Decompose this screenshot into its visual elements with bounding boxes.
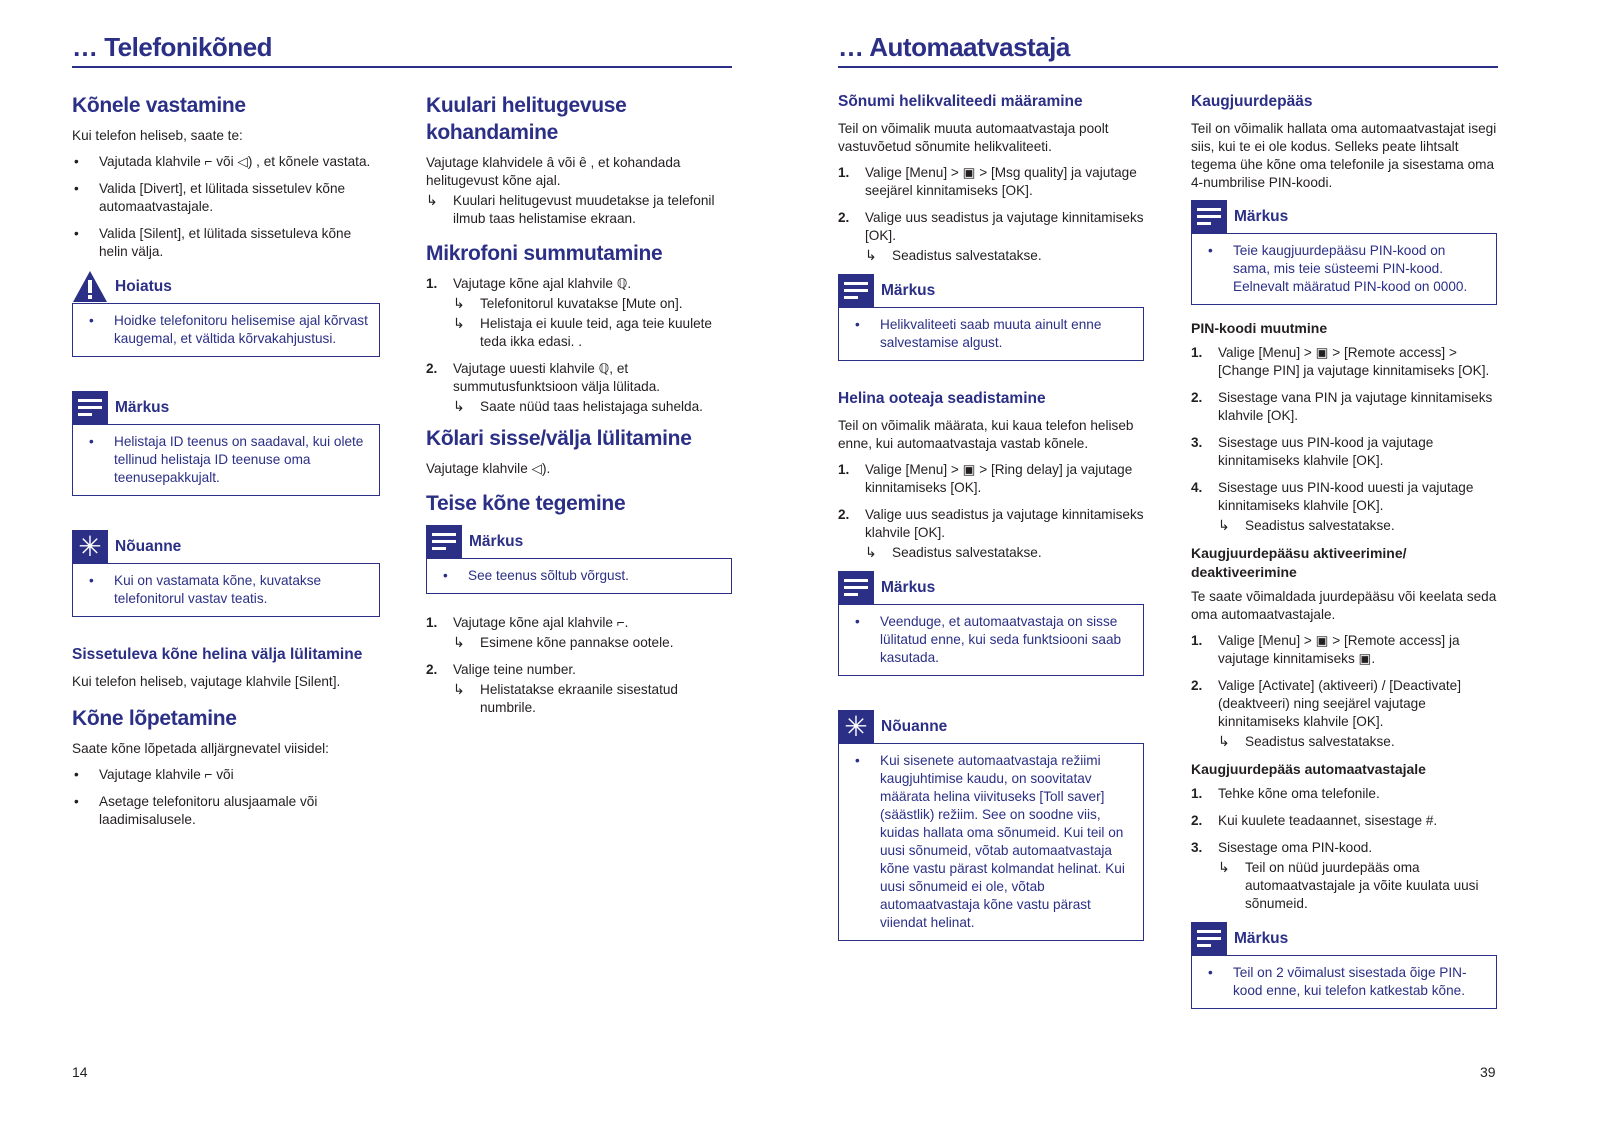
tip-asterisk-icon: ✳ bbox=[72, 530, 108, 563]
bullet-list bbox=[72, 153, 380, 261]
step-item bbox=[1191, 677, 1497, 751]
note-lines-icon bbox=[838, 274, 874, 307]
note-title: Märkus bbox=[881, 281, 936, 299]
section-heading: Kõlari sisse/välja lülitamine bbox=[426, 427, 692, 450]
list-item: • Valida [Silent], et lülitada sissetuleva kõne helin välja. bbox=[72, 225, 380, 261]
note-title: Märkus bbox=[881, 578, 936, 596]
step-text: Valige [Menu] > ▣ > [Remote access] > [Change PIN] ja vajutage kinnitamiseks [OK]. bbox=[1218, 345, 1490, 378]
step-text: Valige uus seadistus ja vajutage kinnitamiseks [OK]. bbox=[865, 210, 1144, 243]
result-arrow-icon: ↳ bbox=[453, 634, 465, 650]
note-text: • Teie kaugjuurdepääsu PIN-kood on sama, mis teie süsteemi PIN-kood. Eelnevalt määratud PIN-kood on 0000. bbox=[1206, 242, 1486, 296]
step-number: 1. bbox=[426, 276, 438, 291]
step-item bbox=[426, 275, 732, 351]
result-arrow-icon: ↳ bbox=[453, 315, 465, 331]
tip-text: • Kui on vastamata kõne, kuvatakse telefonitorul vastav teatis. bbox=[87, 572, 369, 608]
step-list bbox=[1191, 785, 1497, 913]
section-heading: Kaugjuurdepääs automaatvastajale bbox=[1191, 761, 1426, 777]
paragraph: Vajutage klahvile ◁). bbox=[426, 461, 551, 476]
paragraph: Saate kõne lõpetada alljärgnevatel viisidel: bbox=[72, 741, 329, 756]
section-heading: Helina ooteaja seadistamine bbox=[838, 390, 1046, 407]
note-text: • Helikvaliteeti saab muuta ainult enne salvestamise algust. bbox=[853, 316, 1133, 352]
result-line bbox=[1218, 733, 1497, 751]
warning-box bbox=[72, 270, 380, 357]
paragraph: Teil on võimalik hallata oma automaatvastajat isegi siis, kui te ei ole kodus. Selleks peate lihtsalt tegema ühe kõne oma telefonile ja sisestama oma 4-numbrilise PIN-koodi. bbox=[1191, 121, 1497, 190]
step-number: 2. bbox=[1191, 813, 1203, 828]
note-box bbox=[838, 274, 1144, 361]
result-arrow-icon: ↳ bbox=[453, 398, 465, 414]
step-text: Sisestage uus PIN-kood ja vajutage kinnitamiseks klahvile [OK]. bbox=[1218, 435, 1434, 468]
step-number: 1. bbox=[1191, 345, 1203, 360]
section-heading: Kaugjuurdepääs bbox=[1191, 93, 1313, 110]
step-item bbox=[1191, 785, 1497, 803]
result-text: Helistatakse ekraanile sisestatud numbrile. bbox=[480, 682, 678, 715]
page-number-right: 39 bbox=[1480, 1064, 1496, 1080]
step-item bbox=[1191, 812, 1497, 830]
result-line bbox=[453, 681, 732, 717]
note-box bbox=[426, 525, 732, 594]
step-item bbox=[838, 506, 1144, 562]
step-number: 2. bbox=[838, 507, 850, 522]
result-line bbox=[865, 247, 1144, 265]
step-text: Sisestage oma PIN-kood. bbox=[1218, 840, 1373, 855]
result-text: Teil on nüüd juurdepääs oma automaatvastajale ja võite kuulata uusi sõnumeid. bbox=[1245, 860, 1479, 911]
step-text: Valige [Menu] > ▣ > [Remote access] ja vajutage kinnitamiseks ▣. bbox=[1218, 633, 1460, 666]
step-text: Sisestage uus PIN-kood uuesti ja vajutage kinnitamiseks klahvile [OK]. bbox=[1218, 480, 1474, 513]
left-page-title: … Telefonikõned bbox=[72, 30, 732, 68]
note-text: • Helistaja ID teenus on saadaval, kui olete tellinud helistaja ID teenuse oma teenusepakkujalt. bbox=[87, 433, 369, 487]
column-2 bbox=[426, 92, 732, 726]
warning-text: • Hoidke telefonitoru helisemise ajal kõrvast kaugemal, et vältida kõrvakahjustusi. bbox=[87, 312, 369, 348]
step-text: Vajutage kõne ajal klahvile ⌐. bbox=[453, 615, 629, 630]
list-item: • Vajutage klahvile ⌐ või bbox=[72, 766, 380, 784]
step-item bbox=[1191, 434, 1497, 470]
step-item bbox=[1191, 389, 1497, 425]
section-heading: Mikrofoni summutamine bbox=[426, 242, 663, 265]
step-text: Valige uus seadistus ja vajutage kinnitamiseks klahvile [OK]. bbox=[865, 507, 1144, 540]
step-text: Vajutage uuesti klahvile ℚ, et summutusfunktsioon välja lülitada. bbox=[453, 361, 661, 394]
step-number: 1. bbox=[1191, 633, 1203, 648]
result-line bbox=[1218, 859, 1497, 913]
tip-text: • Kui sisenete automaatvastaja režiimi kaugjuhtimise kaudu, on soovitatav määrata helina viivituseks [Toll saver] (säästlik) režiim. See on soodne viis, kuidas hallata oma sõnumeid. Kui teil on uusi sõnumeid, võtab automaatvastaja kõne vastu pärast kolmandat helinat. Kui uusi sõnumeid ei ole, võtab automaatvastaja kõne vastu pärast viiendat helinat. bbox=[853, 752, 1133, 932]
step-number: 3. bbox=[1191, 435, 1203, 450]
paragraph: Teil on võimalik määrata, kui kaua telefon heliseb enne, kui automaatvastaja vastab kõnele. bbox=[838, 418, 1134, 451]
result-text: Helistaja ei kuule teid, aga teie kuulete teda ikka edasi. . bbox=[480, 316, 712, 349]
step-item bbox=[838, 209, 1144, 265]
step-item bbox=[1191, 632, 1497, 668]
note-title: Märkus bbox=[1234, 929, 1289, 947]
note-lines-icon bbox=[1191, 200, 1227, 233]
paragraph: Teil on võimalik muuta automaatvastaja poolt vastuvõetud sõnumite helikvaliteeti. bbox=[838, 121, 1109, 154]
note-lines-icon bbox=[1191, 922, 1227, 955]
note-lines-icon bbox=[72, 391, 108, 424]
step-number: 4. bbox=[1191, 480, 1203, 495]
result-line bbox=[426, 192, 732, 228]
column-3 bbox=[838, 92, 1144, 955]
result-arrow-icon: ↳ bbox=[865, 544, 877, 560]
step-text: Kui kuulete teadaannet, sisestage #. bbox=[1218, 813, 1438, 828]
column-4 bbox=[1191, 92, 1497, 1023]
paragraph: Kui telefon heliseb, saate te: bbox=[72, 128, 243, 143]
step-text: Valige [Activate] (aktiveeri) / [Deactivate] (deaktveeri) ning seejärel vajutage kinnitamiseks klahvile [OK]. bbox=[1218, 678, 1462, 729]
paragraph: Te saate võimaldada juurdepääsu või keelata seda oma automaatvastajale. bbox=[1191, 589, 1497, 622]
result-text: Seadistus salvestatakse. bbox=[892, 248, 1042, 263]
step-number: 2. bbox=[426, 361, 438, 376]
page-number-left: 14 bbox=[72, 1064, 88, 1080]
note-box bbox=[838, 571, 1144, 676]
step-item bbox=[1191, 479, 1497, 535]
result-text: Saate nüüd taas helistajaga suhelda. bbox=[480, 399, 703, 414]
section-heading: Kaugjuurdepääsu aktiveerimine/ deaktiveerimine bbox=[1191, 545, 1407, 580]
note-title: Märkus bbox=[115, 398, 170, 416]
step-text: Valige [Menu] > ▣ > [Msg quality] ja vajutage seejärel kinnitamiseks [OK]. bbox=[865, 165, 1137, 198]
result-arrow-icon: ↳ bbox=[426, 192, 438, 208]
result-text: Esimene kõne pannakse ootele. bbox=[480, 635, 674, 650]
result-text: Seadistus salvestatakse. bbox=[892, 545, 1042, 560]
result-line bbox=[453, 295, 732, 313]
list-item: • Valida [Divert], et lülitada sissetulev kõne automaatvastajale. bbox=[72, 180, 380, 216]
result-line bbox=[453, 634, 732, 652]
note-box bbox=[1191, 922, 1497, 1009]
note-title: Märkus bbox=[469, 532, 524, 550]
step-item bbox=[838, 461, 1144, 497]
list-item: • Vajutada klahvile ⌐ või ◁) , et kõnele vastata. bbox=[72, 153, 380, 171]
section-heading: PIN-koodi muutmine bbox=[1191, 320, 1328, 336]
step-number: 1. bbox=[838, 165, 850, 180]
step-number: 2. bbox=[426, 662, 438, 677]
note-box bbox=[1191, 200, 1497, 305]
note-text: • See teenus sõltub võrgust. bbox=[441, 567, 721, 585]
step-item bbox=[838, 164, 1144, 200]
step-number: 1. bbox=[838, 462, 850, 477]
tip-box bbox=[72, 530, 380, 617]
step-list bbox=[838, 164, 1144, 265]
step-list bbox=[1191, 632, 1497, 751]
result-text: Telefonitorul kuvatakse [Mute on]. bbox=[480, 296, 683, 311]
note-lines-icon bbox=[426, 525, 462, 558]
step-item bbox=[426, 614, 732, 652]
step-number: 1. bbox=[1191, 786, 1203, 801]
step-text: Vajutage kõne ajal klahvile ℚ. bbox=[453, 276, 632, 291]
note-text: • Teil on 2 võimalust sisestada õige PIN-kood enne, kui telefon katkestab kõne. bbox=[1206, 964, 1486, 1000]
step-list bbox=[426, 614, 732, 717]
result-line bbox=[453, 398, 732, 416]
step-text: Sisestage vana PIN ja vajutage kinnitamiseks klahvile [OK]. bbox=[1218, 390, 1493, 423]
section-heading: Teise kõne tegemine bbox=[426, 492, 626, 515]
step-item bbox=[426, 360, 732, 416]
tip-box bbox=[838, 710, 1144, 941]
right-page-title: … Automaatvastaja bbox=[838, 30, 1498, 68]
result-text: Seadistus salvestatakse. bbox=[1245, 734, 1395, 749]
section-heading: Kuulari helitugevuse kohandamine bbox=[426, 94, 627, 144]
step-item bbox=[1191, 344, 1497, 380]
note-lines-icon bbox=[838, 571, 874, 604]
section-heading: Sissetuleva kõne helina välja lülitamine bbox=[72, 646, 363, 663]
section-heading: Kõnele vastamine bbox=[72, 94, 246, 117]
step-number: 1. bbox=[426, 615, 438, 630]
section-heading: Kõne lõpetamine bbox=[72, 707, 237, 730]
step-item bbox=[426, 661, 732, 717]
result-arrow-icon: ↳ bbox=[865, 247, 877, 263]
tip-title: Nõuanne bbox=[881, 717, 948, 735]
paragraph: Kui telefon heliseb, vajutage klahvile [Silent]. bbox=[72, 674, 341, 689]
step-list bbox=[838, 461, 1144, 562]
column-1 bbox=[72, 92, 380, 838]
list-item: • Asetage telefonitoru alusjaamale või laadimisalusele. bbox=[72, 793, 380, 829]
note-box bbox=[72, 391, 380, 496]
tip-title: Nõuanne bbox=[115, 537, 182, 555]
result-arrow-icon: ↳ bbox=[453, 681, 465, 697]
step-number: 2. bbox=[838, 210, 850, 225]
result-arrow-icon: ↳ bbox=[1218, 859, 1230, 875]
step-number: 2. bbox=[1191, 390, 1203, 405]
section-heading: Sõnumi helikvaliteedi määramine bbox=[838, 93, 1083, 110]
result-line bbox=[453, 315, 732, 351]
step-text: Tehke kõne oma telefonile. bbox=[1218, 786, 1380, 801]
step-number: 2. bbox=[1191, 678, 1203, 693]
warning-title: Hoiatus bbox=[115, 277, 172, 295]
warning-triangle-icon bbox=[72, 270, 108, 303]
note-text: • Veenduge, et automaatvastaja on sisse lülitatud enne, kui seda funktsiooni saab kasutada. bbox=[853, 613, 1133, 667]
step-list bbox=[426, 275, 732, 416]
result-line bbox=[1218, 517, 1497, 535]
step-item bbox=[1191, 839, 1497, 913]
result-text: Seadistus salvestatakse. bbox=[1245, 518, 1395, 533]
step-number: 3. bbox=[1191, 840, 1203, 855]
result-arrow-icon: ↳ bbox=[453, 295, 465, 311]
note-title: Märkus bbox=[1234, 207, 1289, 225]
result-arrow-icon: ↳ bbox=[1218, 517, 1230, 533]
step-text: Valige teine number. bbox=[453, 662, 576, 677]
bullet-list bbox=[72, 766, 380, 829]
tip-asterisk-icon: ✳ bbox=[838, 710, 874, 743]
step-list bbox=[1191, 344, 1497, 535]
result-text: Kuulari helitugevust muudetakse ja telefonil ilmub taas helistamise ekraan. bbox=[453, 193, 715, 226]
step-text: Valige [Menu] > ▣ > [Ring delay] ja vajutage kinnitamiseks [OK]. bbox=[865, 462, 1133, 495]
result-arrow-icon: ↳ bbox=[1218, 733, 1230, 749]
paragraph: Vajutage klahvidele ȃ või ȇ , et kohandada helitugevust kõne ajal. bbox=[426, 155, 681, 188]
result-line bbox=[865, 544, 1144, 562]
